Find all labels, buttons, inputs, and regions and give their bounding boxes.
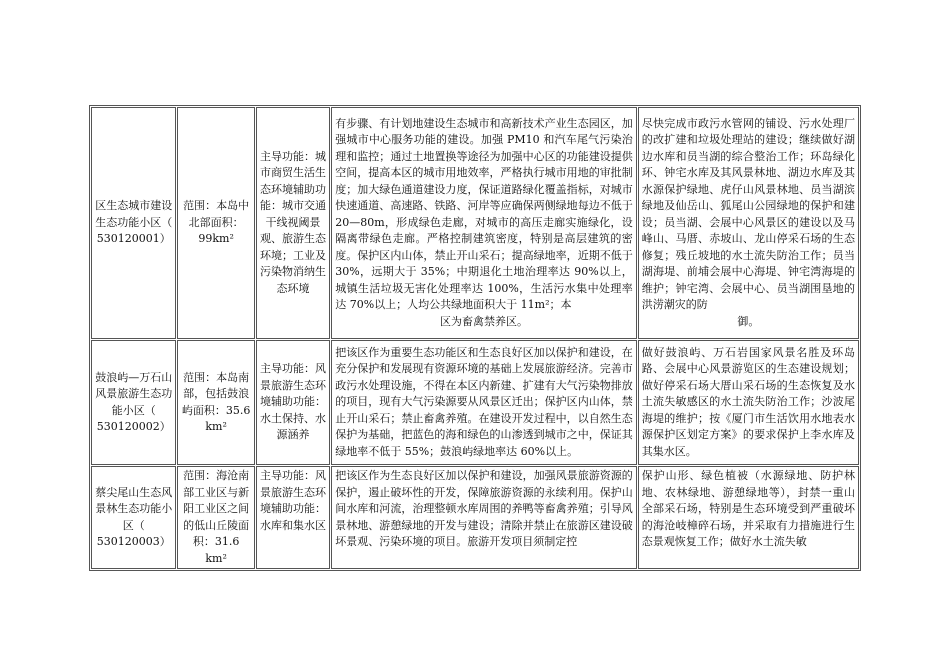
measures-text: 做好鼓浪屿、万石岩国家风景名胜及环岛路、会展中心风景游览区的生态建设规划；做好停采石场大厝山采石场的生态恢复及水土流失敏感区的水土流失防治工作；沙波尾海堤的维护；按《厦门市生活饮用水地表水源保护区划定方案》的要求保护上李水库及其集水区。 <box>641 345 855 458</box>
zone-name-cell: 鼓浪屿—万石山风景旅游生态功能小区（ 530120002） <box>91 340 176 465</box>
zone-function-cell: 主导功能：风景旅游生态环境辅助功能：水库和集水区 <box>256 466 330 569</box>
zone-measures-cell <box>638 107 859 339</box>
table-row <box>91 107 859 339</box>
zone-range-cell: 范围：海沧南部工业区与新阳工业区之间的低山丘陵面积：31.6 km² <box>177 466 254 569</box>
zone-goal-cell <box>331 340 637 465</box>
table-row <box>91 466 859 569</box>
zone-function-cell: 主导功能：城市商贸生活生态环境辅助功能：城市交通干线视阈景观、旅游生态环境；工业及污染物消纳生态环境 <box>256 107 330 339</box>
zone-name-cell: 蔡尖尾山生态风景林生态功能小区（ 530120003） <box>91 466 176 569</box>
zone-range-cell: 范围：本岛南部，包括鼓浪屿面积：35.6 km² <box>177 340 254 465</box>
zone-range-cell: 范围：本岛中北部面积：99km² <box>177 107 254 339</box>
measures-text-last: 御。 <box>737 314 760 328</box>
zone-goal-cell <box>331 107 637 339</box>
goal-text: 把该区作为生态良好区加以保护和建设，加强风景旅游资源的保护，遏止破坏性的开发，保障旅游资源的永续利用。保护山间水库和河流，治理整顿水库周围的养鸭等畜禽养殖；引导风景林地、游憩绿地的开发与建设；清除并禁止在旅游区建设破坏景观、污染环境的项目。旅游开发项目须制定控 <box>335 469 633 548</box>
zone-measures-cell <box>638 340 859 465</box>
zone-goal-cell <box>331 466 637 569</box>
goal-text-last: 区为畜禽禁养区。 <box>440 314 528 328</box>
measures-text: 保护山形、绿色植被（水源绿地、防护林地、农林绿地、游憩绿地等），封禁一重山全部采石场，特别是生态环境受到严重破坏的海沧岐樟碎石场，并采取有力措施进行生态景观恢复工作；做好水土流失敏 <box>641 469 855 548</box>
eco-function-table <box>89 105 861 571</box>
zone-measures-cell <box>638 466 859 569</box>
table-row <box>91 340 859 465</box>
zone-function-cell: 主导功能：风景旅游生态环境辅助功能：水土保持、水源涵养 <box>256 340 330 465</box>
measures-text: 尽快完成市政污水管网的铺设、污水处理厂的改扩建和垃圾处理站的建设；继续做好湖边水库和员当湖的综合整治工作；环岛绿化环、钟宅水库及其风景林地、湖边水库及其水源保护绿地、虎仔山风景林地、员当湖滨绿地及仙岳山、狐尾山公园绿地的保护和建设；员当湖、会展中心风景区的建设以及马峰山、马厝、赤坡山、龙山停采石场的生态修复；残丘坡地的水土流失防治工作；员当湖海堤、前埔会展中心海堤、钟宅湾海堤的维护；钟宅湾、会展中心、员当湖围垦地的洪涝潮灾的防 <box>641 116 855 312</box>
goal-text: 有步骤、有计划地建设生态城市和高新技术产业生态园区，加强城市中心服务功能的建设。加强 PM10 和汽车尾气污染治理和监控；通过土地置换等途径为加强中心区的功能建设提供空间，提高本区的城市用地效率，严格执行城市用地的审批制度；加大绿色通道建设力度，保证道路绿化覆盖指标，对城市快速通道、高速路、铁路、河岸等应确保两侧绿地每边不低于 20—80m，形成绿色走廊，对城市的高压走廊实施绿化，设隔离带绿色走廊。严格控制建筑密度，特别是高层建筑的密度。保护区内山体，禁止开山采石；提高绿地率，近期不低于 30%，远期大于 35%；中期退化土地治理率达 90%以上，城镇生活垃圾无害化处理率达 100%，生活污水集中处理率达 70%以上；人均公共绿地面积大于 11m²；本 <box>335 116 633 312</box>
zone-name-cell: 区生态城市建设生态功能小区（ 530120001） <box>91 107 176 339</box>
goal-text: 把该区作为重要生态功能区和生态良好区加以保护和建设，在充分保护和发展现有资源环境的基础上发展旅游经济。完善市政污水处理设施，不得在本区内新建、扩建有大气污染物排放的项目，现有大气污染源要从风景区迁出；保护区内山体，禁止开山采石；禁止畜禽养殖。在建设开发过程中，以自然生态保护为基础，把蓝色的海和绿色的山渗透到城市之中，保证其绿地率不低于 55%；鼓浪屿绿地率达 60%以上。 <box>335 345 633 458</box>
